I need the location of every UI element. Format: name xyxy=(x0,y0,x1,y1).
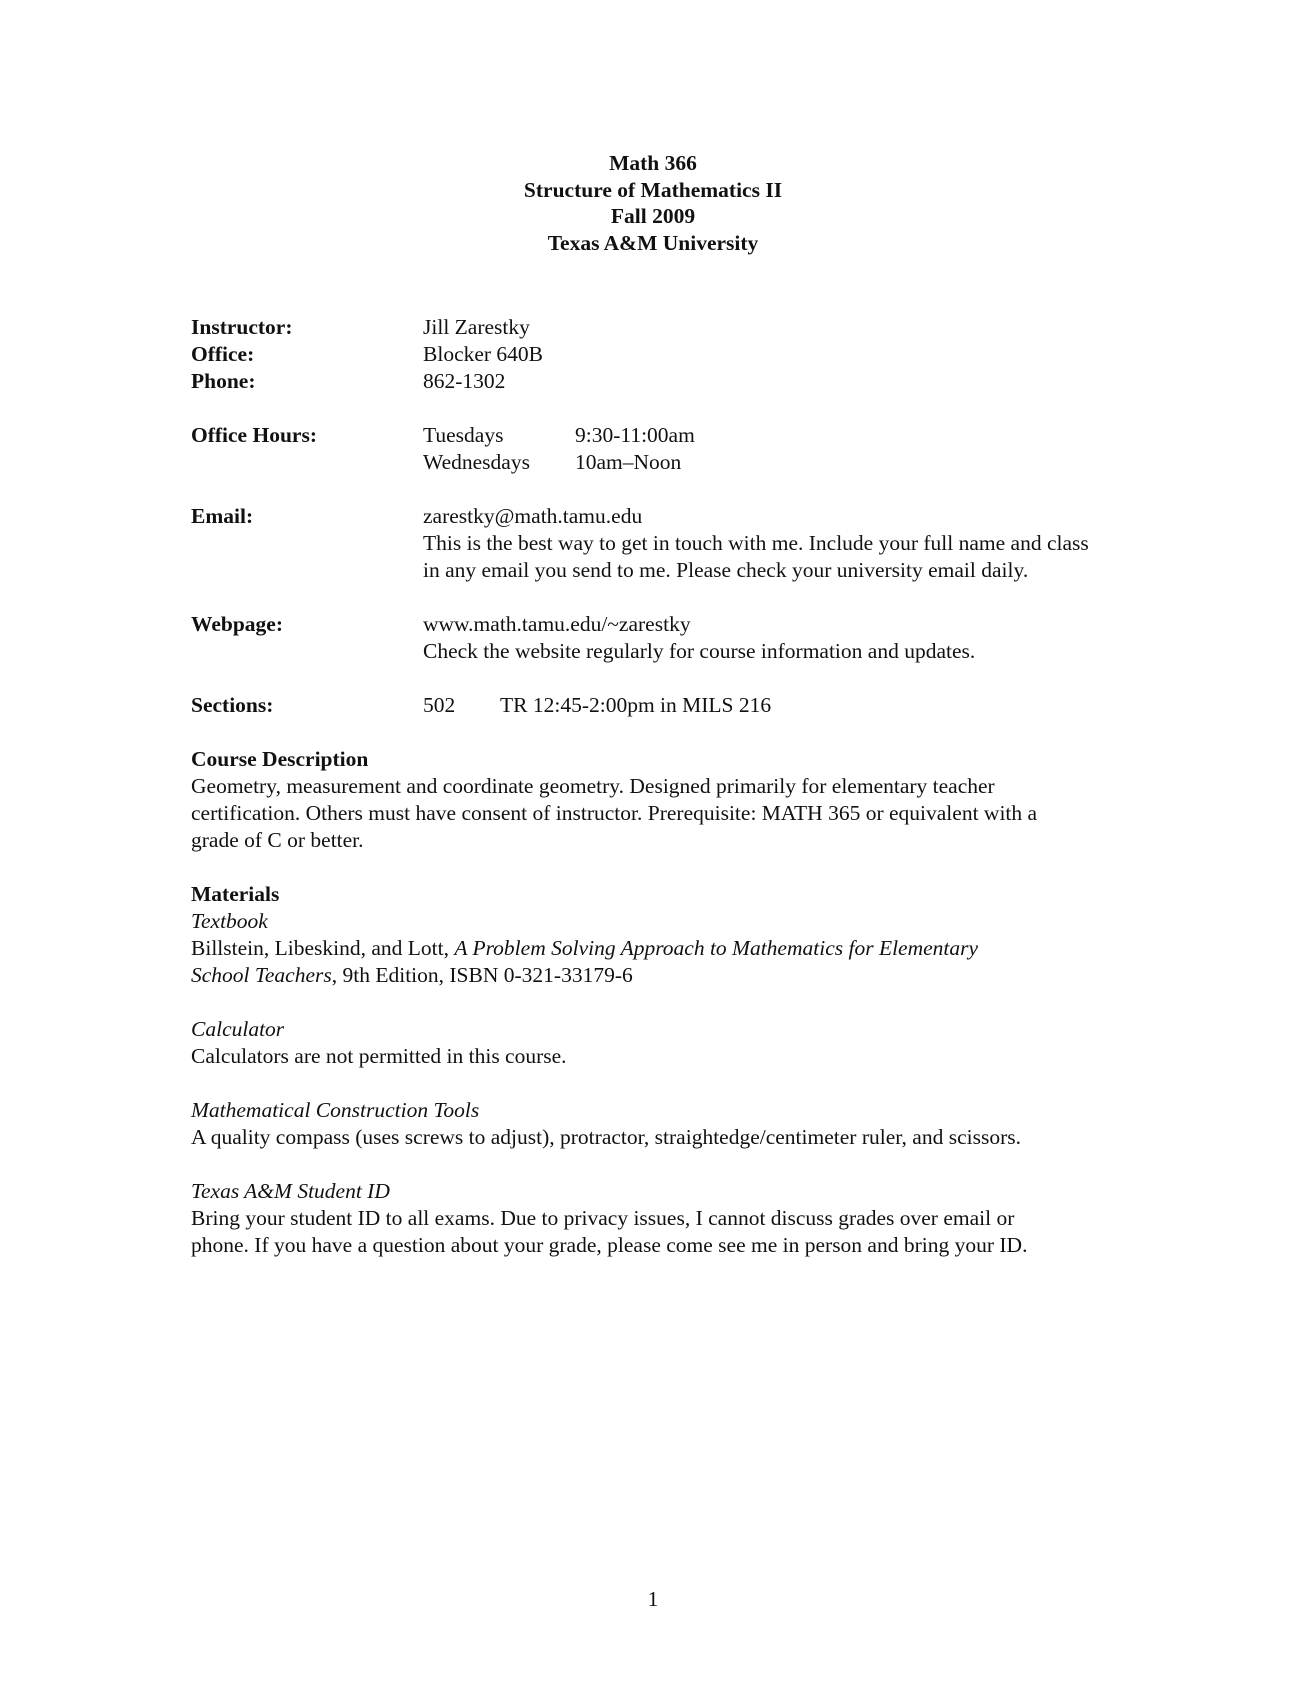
textbook-citation-line xyxy=(191,935,1171,962)
office-hours-time: 9:30-11:00am xyxy=(575,423,695,447)
textbook-title: School Teachers xyxy=(191,963,332,987)
instructor-name: Jill Zarestky xyxy=(423,315,530,339)
university-name: Texas A&M University xyxy=(547,230,759,255)
student-id-line: Bring your student ID to all exams. Due to privacy issues, I cannot discuss grades over email or xyxy=(191,1206,1015,1230)
instructor-row xyxy=(191,314,1171,341)
course-description-title: Course Description xyxy=(191,747,369,771)
term: Fall 2009 xyxy=(610,204,696,228)
instructor-info xyxy=(191,314,1171,719)
office-hours-label: Office Hours: xyxy=(191,423,317,447)
office-hours-entry xyxy=(423,449,1171,476)
textbook-authors: Billstein, Libeskind, and Lott, xyxy=(191,936,455,960)
office-hours-day: Tuesdays xyxy=(423,423,504,447)
office-row xyxy=(191,341,1171,368)
tools-text: A quality compass (uses screws to adjust), protractor, straightedge/centimeter ruler, and scissors. xyxy=(191,1125,1021,1149)
email-row xyxy=(191,503,1171,584)
office-hours-list xyxy=(423,422,1171,476)
email-note-line: in any email you send to me. Please check your university email daily. xyxy=(423,558,1029,582)
textbook-citation-line xyxy=(191,962,1171,989)
section-number: 502 xyxy=(423,693,456,717)
email-label: Email: xyxy=(191,504,254,528)
office-hours-time: 10am–Noon xyxy=(575,450,682,474)
materials-title: Materials xyxy=(191,882,280,906)
instructor-label: Instructor: xyxy=(191,315,293,339)
textbook-heading: Textbook xyxy=(191,909,268,933)
office-hours-row xyxy=(191,422,1171,476)
webpage-url: www.math.tamu.edu/~zarestky xyxy=(423,612,691,636)
course-description-line: grade of C or better. xyxy=(191,828,364,852)
email-address: zarestky@math.tamu.edu xyxy=(423,504,643,528)
office-hours-day: Wednesdays xyxy=(423,450,530,474)
webpage-note: Check the website regularly for course information and updates. xyxy=(423,639,976,663)
sections-row xyxy=(191,692,1171,719)
office-hours-entry xyxy=(423,422,1171,449)
tools-heading: Mathematical Construction Tools xyxy=(191,1098,480,1122)
syllabus-body xyxy=(191,746,1171,1259)
course-description-line: certification. Others must have consent of instructor. Prerequisite: MATH 365 or equivalent with a xyxy=(191,801,1038,825)
office-label: Office: xyxy=(191,342,255,366)
office-location: Blocker 640B xyxy=(423,342,544,366)
course-title: Structure of Mathematics II xyxy=(523,177,783,202)
webpage-row xyxy=(191,611,1171,665)
course-description-line: Geometry, measurement and coordinate geometry. Designed primarily for elementary teacher xyxy=(191,774,995,798)
webpage-label: Webpage: xyxy=(191,612,283,636)
phone-number: 862-1302 xyxy=(423,369,506,393)
email-note-line: This is the best way to get in touch with me. Include your full name and class xyxy=(423,531,1089,555)
syllabus-header xyxy=(0,150,1306,256)
calculator-heading: Calculator xyxy=(191,1017,285,1041)
page-number: 1 xyxy=(647,1587,659,1611)
section-time: TR 12:45-2:00pm in MILS 216 xyxy=(500,693,772,717)
course-number: Math 366 xyxy=(609,151,697,175)
phone-row xyxy=(191,368,1171,395)
student-id-line: phone. If you have a question about your grade, please come see me in person and bring your ID. xyxy=(191,1233,1028,1257)
textbook-edition: , 9th Edition, ISBN 0-321-33179-6 xyxy=(331,963,633,987)
textbook-title: A Problem Solving Approach to Mathematics for Elementary xyxy=(454,936,979,960)
student-id-heading: Texas A&M Student ID xyxy=(191,1179,390,1203)
calculator-text: Calculators are not permitted in this course. xyxy=(191,1044,567,1068)
sections-label: Sections: xyxy=(191,693,274,717)
phone-label: Phone: xyxy=(191,369,256,393)
